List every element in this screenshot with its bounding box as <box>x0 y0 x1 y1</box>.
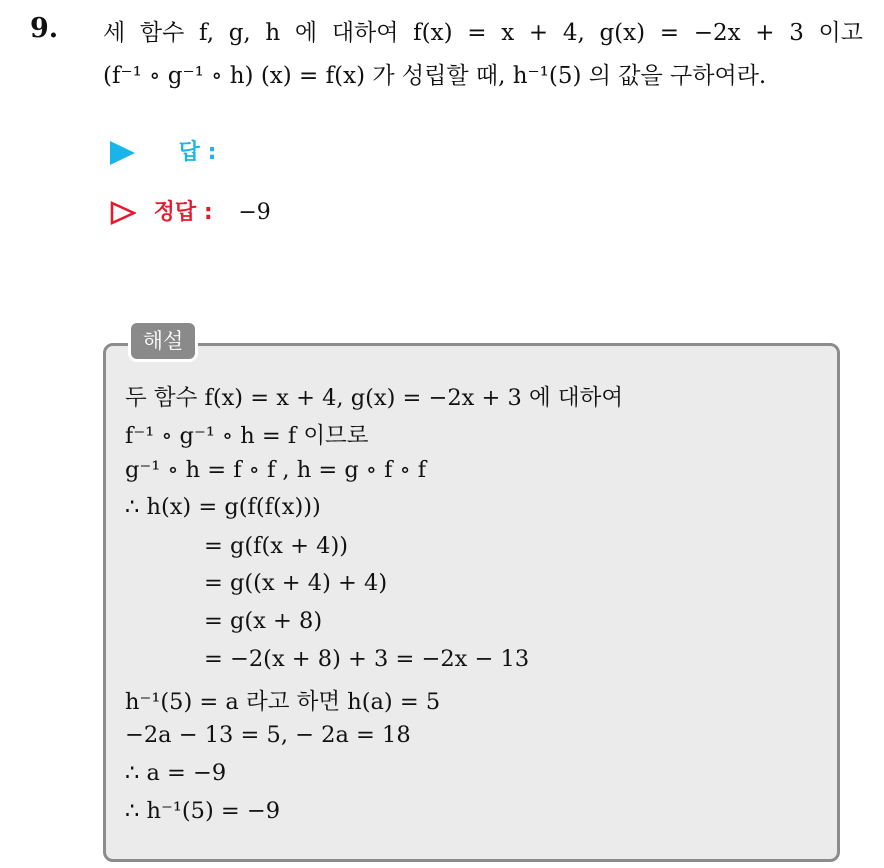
correct-answer-row <box>110 195 271 226</box>
solution-line: = g(f(x + 4)) <box>204 533 349 559</box>
answer-label: 답 : <box>178 140 217 165</box>
solution-line: ∴ h⁻¹(5) = −9 <box>125 798 281 824</box>
answer-row <box>110 135 216 166</box>
solution-line: −2a − 13 = 5, − 2a = 18 <box>125 722 411 748</box>
solution-line: ∴ h(x) = g(f(f(x))) <box>125 494 321 520</box>
solution-line: g⁻¹ ∘ h = f ∘ f , h = g ∘ f ∘ f <box>125 457 427 483</box>
correct-answer-label: 정답 : <box>153 200 213 225</box>
problem-number: 9. <box>30 13 59 44</box>
correct-answer-value: −9 <box>238 200 271 225</box>
play-arrow-icon <box>110 141 135 165</box>
question-text-line-2: (f⁻¹ ∘ g⁻¹ ∘ h) (x) = f(x) 가 성립할 때, h⁻¹(5) 의 값을 구하여라. <box>103 63 767 89</box>
solution-line: = −2(x + 8) + 3 = −2x − 13 <box>204 646 530 672</box>
question-text-line-1: 세 함수 f, g, h 에 대하여 f(x) = x + 4, g(x) = −2x + 3 이고 <box>103 20 863 46</box>
solution-line: = g(x + 8) <box>204 608 323 634</box>
outline-arrow-icon <box>110 201 136 225</box>
solution-line: h⁻¹(5) = a 라고 하면 h(a) = 5 <box>125 689 441 715</box>
solution-line: = g((x + 4) + 4) <box>204 570 388 596</box>
solution-line: 두 함수 f(x) = x + 4, g(x) = −2x + 3 에 대하여 <box>125 385 624 411</box>
solution-line: f⁻¹ ∘ g⁻¹ ∘ h = f 이므로 <box>125 423 369 449</box>
solution-tab-label: 해설 <box>128 320 198 362</box>
solution-line: ∴ a = −9 <box>125 760 227 786</box>
